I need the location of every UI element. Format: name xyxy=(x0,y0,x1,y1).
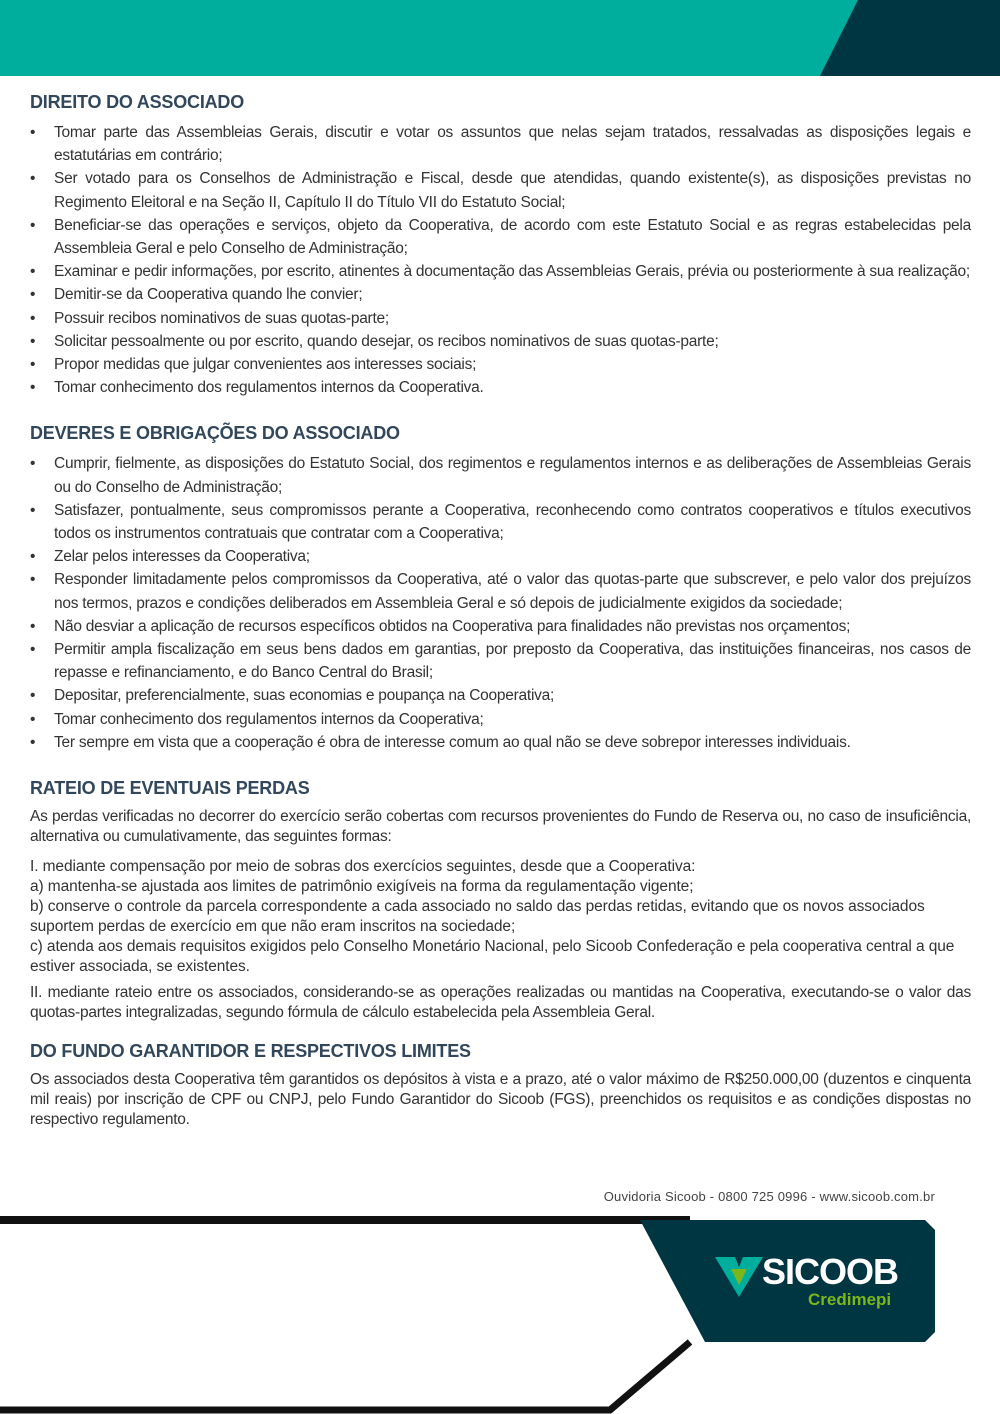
rateio-line: b) conserve o controle da parcela correspondente a cada associado no saldo das perdas retidas, evitando que os novos associados suportem perdas de exercício em que não eram inscritos na sociedade; xyxy=(30,898,925,936)
section-title-deveres: DEVERES E OBRIGAÇÕES DO ASSOCIADO xyxy=(30,423,400,444)
section-title-direitos: DIREITO DO ASSOCIADO xyxy=(30,92,245,112)
section-title-rateio: RATEIO DE EVENTUAIS PERDAS xyxy=(30,778,310,799)
fundo-text: Os associados desta Cooperativa têm garantidos os depósitos à vista e a prazo, até o valor máximo de R$250.000,00 (duzentos e cinquenta mil reais) por inscrição de CPF ou CNPJ, pelo Fundo Garantidor do Sicoob (FGS), preenchidos os requisitos e as condições dispostas no respectivo regulamento. xyxy=(30,1071,971,1129)
list-item: • Ter sempre em vista que a cooperação é obra de interesse comum ao qual não se deve sobrepor interesses individuais. xyxy=(30,731,971,754)
rateio-intro: As perdas verificadas no decorrer do exercício serão cobertas com recursos provenientes do Fundo de Reserva ou, no caso de insuficiência, alternativa ou cumulativamente, das seguintes formas: xyxy=(30,808,971,846)
list-item: • Cumprir, fielmente, as disposições do Estatuto Social, dos regimentos e regulamentos internos e as deliberações de Assembleias Gerais ou do Conselho de Administração; xyxy=(30,452,971,498)
section-title-fundo: DO FUNDO GARANTIDOR E RESPECTIVOS LIMITES xyxy=(30,1041,471,1062)
rateio-line: c) atenda aos demais requisitos exigidos pelo Conselho Monetário Nacional, pelo Sicoob Confederação e pela cooperativa central a que estiver associada, se existentes. xyxy=(30,938,955,976)
rateio-line: I. mediante compensação por meio de sobras dos exercícios seguintes, desde que a Cooperativa: xyxy=(30,858,696,876)
list-item: • Depositar, preferencialmente, suas economias e poupança na Cooperativa; xyxy=(30,684,971,707)
header-band xyxy=(0,0,1000,76)
list-item: • Beneficiar-se das operações e serviços, objeto da Cooperativa, de acordo com este Estatuto Social e as regras estabelecidas pela Assembleia Geral e pelo Conselho de Administração; xyxy=(30,214,971,260)
sicoob-logo-icon xyxy=(715,1255,763,1299)
list-item: • Responder limitadamente pelos compromissos da Cooperativa, até o valor das quotas-parte que subscrever, e pelo valor dos prejuízos nos termos, prazos e condições deliberados em Assembleia Geral e só depois de judicialmente exigidos da sociedade; xyxy=(30,568,971,614)
list-item: • Tomar parte das Assembleias Gerais, discutir e votar os assuntos que nelas sejam tratados, ressalvadas as disposições legais e estatutárias em contrário; xyxy=(30,121,971,167)
sicoob-logo xyxy=(700,1245,910,1325)
logo-name: SICOOB xyxy=(762,1251,899,1292)
rateio-closing: II. mediante rateio entre os associados, considerando-se as operações realizadas ou mantidas na Cooperativa, executando-se o valor das quotas-partes integralizadas, segundo fórmula de cálculo estabelecida pela Assembleia Geral. xyxy=(30,984,971,1022)
list-item: • Possuir recibos nominativos de suas quotas-parte; xyxy=(30,307,971,330)
logo-subtitle: Credimepi xyxy=(808,1290,892,1309)
list-item: • Satisfazer, pontualmente, seus compromissos perante a Cooperativa, reconhecendo como contratos cooperativos e títulos executivos todos os instrumentos contratuais que contratar com a Cooperativa; xyxy=(30,499,971,545)
rateio-line: a) mantenha-se ajustada aos limites de patrimônio exigíveis na forma da regulamentação vigente; xyxy=(30,878,694,896)
list-item: • Ser votado para os Conselhos de Administração e Fiscal, desde que atendidas, quando existente(s), as disposições previstas no Regimento Eleitoral e na Seção II, Capítulo II do Título VII do Estatuto Social; xyxy=(30,167,971,213)
list-item: • Examinar e pedir informações, por escrito, atinentes à documentação das Assembleias Gerais, prévia ou posteriormente à sua realização; xyxy=(30,260,971,283)
direitos-list xyxy=(30,121,971,399)
deveres-list xyxy=(30,452,971,754)
list-item: • Tomar conhecimento dos regulamentos internos da Cooperativa. xyxy=(30,376,971,399)
document-body xyxy=(30,92,971,1134)
list-item: • Não desviar a aplicação de recursos específicos obtidos na Cooperativa para finalidades não previstas nos orçamentos; xyxy=(30,615,971,638)
list-item: • Zelar pelos interesses da Cooperativa; xyxy=(30,545,971,568)
list-item: • Propor medidas que julgar convenientes aos interesses sociais; xyxy=(30,353,971,376)
ouvidoria-contact: Ouvidoria Sicoob - 0800 725 0996 - www.sicoob.com.br xyxy=(603,1189,935,1204)
list-item: • Demitir-se da Cooperativa quando lhe convier; xyxy=(30,283,971,306)
list-item: • Permitir ampla fiscalização em seus bens dados em garantias, por preposto da Cooperativa, das instituições financeiras, nos casos de repasse e refinanciamento, e do Banco Central do Brasil; xyxy=(30,638,971,684)
list-item: • Tomar conhecimento dos regulamentos internos da Cooperativa; xyxy=(30,708,971,731)
list-item: • Solicitar pessoalmente ou por escrito, quando desejar, os recibos nominativos de suas quotas-parte; xyxy=(30,330,971,353)
